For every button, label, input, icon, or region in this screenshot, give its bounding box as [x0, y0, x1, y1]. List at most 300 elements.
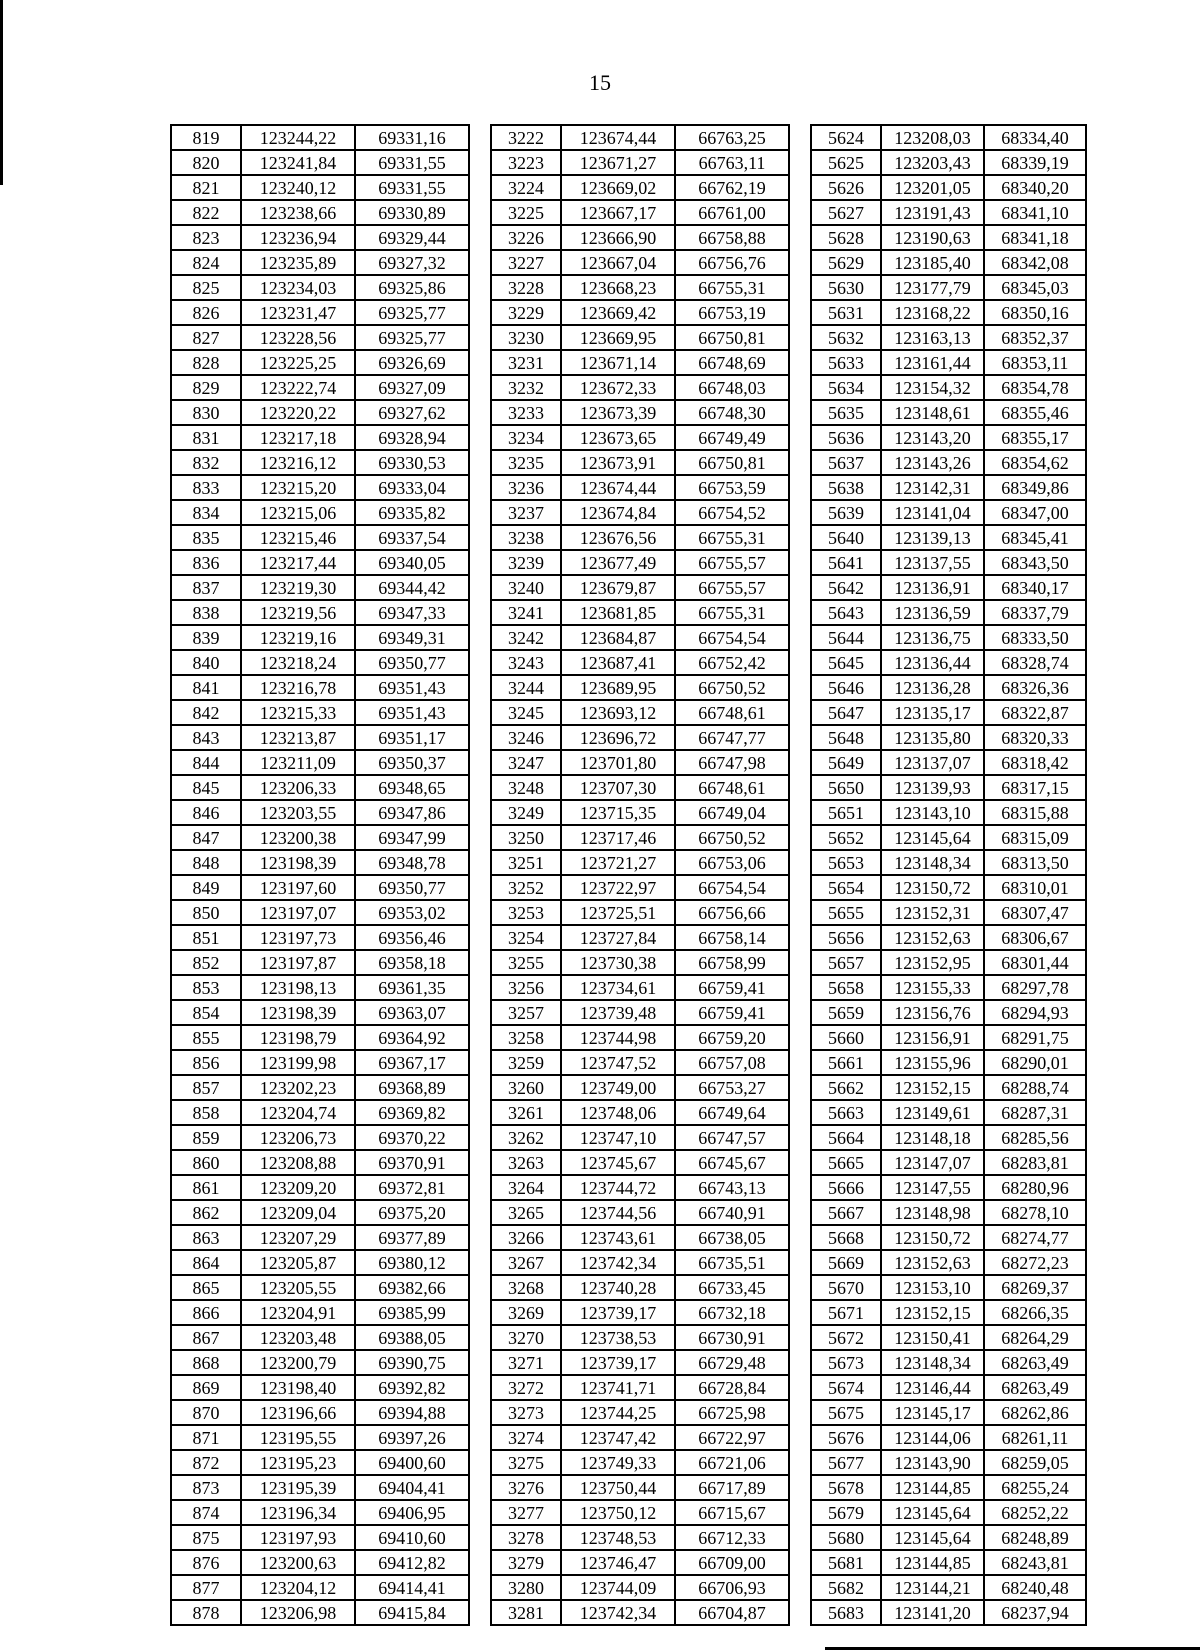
x-coordinate-cell: 123200,38	[241, 825, 355, 850]
point-number-cell: 5682	[811, 1575, 881, 1600]
column-group-gap	[469, 175, 491, 200]
point-number-cell: 3268	[491, 1275, 561, 1300]
y-coordinate-cell: 69340,05	[355, 550, 469, 575]
table-row	[171, 900, 1086, 925]
point-number-cell: 3275	[491, 1450, 561, 1475]
x-coordinate-cell: 123206,73	[241, 1125, 355, 1150]
y-coordinate-cell: 66763,25	[675, 125, 789, 150]
y-coordinate-cell: 69350,37	[355, 750, 469, 775]
y-coordinate-cell: 68349,86	[984, 475, 1086, 500]
point-number-cell: 5654	[811, 875, 881, 900]
table-row	[171, 1550, 1086, 1575]
y-coordinate-cell: 69333,04	[355, 475, 469, 500]
x-coordinate-cell: 123739,17	[561, 1350, 675, 1375]
y-coordinate-cell: 69327,62	[355, 400, 469, 425]
y-coordinate-cell: 69353,02	[355, 900, 469, 925]
x-coordinate-cell: 123144,85	[881, 1550, 984, 1575]
column-group-gap	[789, 1300, 811, 1325]
column-group-gap	[469, 925, 491, 950]
y-coordinate-cell: 66763,11	[675, 150, 789, 175]
y-coordinate-cell: 66732,18	[675, 1300, 789, 1325]
point-number-cell: 853	[171, 975, 241, 1000]
table-row	[171, 1025, 1086, 1050]
y-coordinate-cell: 66753,59	[675, 475, 789, 500]
y-coordinate-cell: 68354,78	[984, 375, 1086, 400]
x-coordinate-cell: 123746,47	[561, 1550, 675, 1575]
y-coordinate-cell: 68272,23	[984, 1250, 1086, 1275]
x-coordinate-cell: 123145,17	[881, 1400, 984, 1425]
column-group-gap	[789, 1400, 811, 1425]
y-coordinate-cell: 66754,52	[675, 500, 789, 525]
point-number-cell: 5651	[811, 800, 881, 825]
column-group-gap	[789, 1275, 811, 1300]
column-group-gap	[469, 775, 491, 800]
point-number-cell: 3256	[491, 975, 561, 1000]
column-group-gap	[789, 325, 811, 350]
x-coordinate-cell: 123696,72	[561, 725, 675, 750]
point-number-cell: 3273	[491, 1400, 561, 1425]
point-number-cell: 3238	[491, 525, 561, 550]
y-coordinate-cell: 66725,98	[675, 1400, 789, 1425]
x-coordinate-cell: 123744,25	[561, 1400, 675, 1425]
y-coordinate-cell: 66755,31	[675, 600, 789, 625]
column-group-gap	[469, 1550, 491, 1575]
table-row	[171, 675, 1086, 700]
y-coordinate-cell: 68347,00	[984, 500, 1086, 525]
x-coordinate-cell: 123198,79	[241, 1025, 355, 1050]
table-row	[171, 575, 1086, 600]
table-row	[171, 1575, 1086, 1600]
x-coordinate-cell: 123667,04	[561, 250, 675, 275]
column-group-gap	[789, 1575, 811, 1600]
x-coordinate-cell: 123148,18	[881, 1125, 984, 1150]
point-number-cell: 870	[171, 1400, 241, 1425]
y-coordinate-cell: 68313,50	[984, 850, 1086, 875]
point-number-cell: 3230	[491, 325, 561, 350]
x-coordinate-cell: 123742,34	[561, 1250, 675, 1275]
point-number-cell: 841	[171, 675, 241, 700]
y-coordinate-cell: 68340,17	[984, 575, 1086, 600]
x-coordinate-cell: 123215,33	[241, 700, 355, 725]
point-number-cell: 5680	[811, 1525, 881, 1550]
table-row	[171, 1250, 1086, 1275]
y-coordinate-cell: 68334,40	[984, 125, 1086, 150]
y-coordinate-cell: 69404,41	[355, 1475, 469, 1500]
column-group-gap	[469, 1250, 491, 1275]
y-coordinate-cell: 69330,89	[355, 200, 469, 225]
x-coordinate-cell: 123195,23	[241, 1450, 355, 1475]
x-coordinate-cell: 123142,31	[881, 475, 984, 500]
point-number-cell: 851	[171, 925, 241, 950]
y-coordinate-cell: 69388,05	[355, 1325, 469, 1350]
column-group-gap	[789, 750, 811, 775]
y-coordinate-cell: 69331,55	[355, 175, 469, 200]
x-coordinate-cell: 123136,91	[881, 575, 984, 600]
column-group-gap	[469, 1350, 491, 1375]
column-group-gap	[469, 275, 491, 300]
table-row	[171, 950, 1086, 975]
table-row	[171, 450, 1086, 475]
column-group-gap	[789, 450, 811, 475]
point-number-cell: 850	[171, 900, 241, 925]
x-coordinate-cell: 123238,66	[241, 200, 355, 225]
x-coordinate-cell: 123693,12	[561, 700, 675, 725]
column-group-gap	[789, 600, 811, 625]
y-coordinate-cell: 69370,22	[355, 1125, 469, 1150]
y-coordinate-cell: 66748,69	[675, 350, 789, 375]
column-group-gap	[469, 825, 491, 850]
x-coordinate-cell: 123136,44	[881, 650, 984, 675]
point-number-cell: 847	[171, 825, 241, 850]
point-number-cell: 862	[171, 1200, 241, 1225]
x-coordinate-cell: 123669,42	[561, 300, 675, 325]
y-coordinate-cell: 69380,12	[355, 1250, 469, 1275]
column-group-gap	[469, 1100, 491, 1125]
x-coordinate-cell: 123743,61	[561, 1225, 675, 1250]
table-row	[171, 1075, 1086, 1100]
x-coordinate-cell: 123135,80	[881, 725, 984, 750]
point-number-cell: 5630	[811, 275, 881, 300]
x-coordinate-cell: 123152,15	[881, 1300, 984, 1325]
coordinates-table-body	[171, 125, 1086, 1625]
point-number-cell: 840	[171, 650, 241, 675]
x-coordinate-cell: 123671,27	[561, 150, 675, 175]
point-number-cell: 3281	[491, 1600, 561, 1625]
y-coordinate-cell: 69350,77	[355, 650, 469, 675]
column-group-gap	[469, 425, 491, 450]
x-coordinate-cell: 123738,53	[561, 1325, 675, 1350]
x-coordinate-cell: 123139,13	[881, 525, 984, 550]
y-coordinate-cell: 69349,31	[355, 625, 469, 650]
point-number-cell: 3258	[491, 1025, 561, 1050]
y-coordinate-cell: 68291,75	[984, 1025, 1086, 1050]
column-group-gap	[789, 775, 811, 800]
table-row	[171, 550, 1086, 575]
column-group-gap	[469, 1325, 491, 1350]
table-row	[171, 475, 1086, 500]
point-number-cell: 848	[171, 850, 241, 875]
y-coordinate-cell: 68340,20	[984, 175, 1086, 200]
point-number-cell: 839	[171, 625, 241, 650]
table-row	[171, 225, 1086, 250]
column-group-gap	[469, 375, 491, 400]
y-coordinate-cell: 68240,48	[984, 1575, 1086, 1600]
column-group-gap	[789, 1000, 811, 1025]
x-coordinate-cell: 123673,91	[561, 450, 675, 475]
point-number-cell: 3233	[491, 400, 561, 425]
x-coordinate-cell: 123689,95	[561, 675, 675, 700]
y-coordinate-cell: 68264,29	[984, 1325, 1086, 1350]
y-coordinate-cell: 69400,60	[355, 1450, 469, 1475]
column-group-gap	[469, 475, 491, 500]
column-group-gap	[469, 450, 491, 475]
y-coordinate-cell: 69327,09	[355, 375, 469, 400]
table-row	[171, 600, 1086, 625]
y-coordinate-cell: 66748,03	[675, 375, 789, 400]
column-group-gap	[469, 250, 491, 275]
table-row	[171, 1450, 1086, 1475]
table-row	[171, 400, 1086, 425]
x-coordinate-cell: 123144,06	[881, 1425, 984, 1450]
point-number-cell: 5669	[811, 1250, 881, 1275]
y-coordinate-cell: 68339,19	[984, 150, 1086, 175]
column-group-gap	[789, 1375, 811, 1400]
x-coordinate-cell: 123217,44	[241, 550, 355, 575]
column-group-gap	[469, 975, 491, 1000]
point-number-cell: 3262	[491, 1125, 561, 1150]
x-coordinate-cell: 123666,90	[561, 225, 675, 250]
table-row	[171, 1050, 1086, 1075]
x-coordinate-cell: 123196,34	[241, 1500, 355, 1525]
column-group-gap	[789, 1450, 811, 1475]
point-number-cell: 834	[171, 500, 241, 525]
x-coordinate-cell: 123701,80	[561, 750, 675, 775]
point-number-cell: 820	[171, 150, 241, 175]
column-group-gap	[469, 150, 491, 175]
x-coordinate-cell: 123195,39	[241, 1475, 355, 1500]
x-coordinate-cell: 123674,84	[561, 500, 675, 525]
x-coordinate-cell: 123234,03	[241, 275, 355, 300]
point-number-cell: 3236	[491, 475, 561, 500]
point-number-cell: 829	[171, 375, 241, 400]
x-coordinate-cell: 123674,44	[561, 475, 675, 500]
table-row	[171, 325, 1086, 350]
column-group-gap	[469, 600, 491, 625]
point-number-cell: 856	[171, 1050, 241, 1075]
x-coordinate-cell: 123149,61	[881, 1100, 984, 1125]
point-number-cell: 3277	[491, 1500, 561, 1525]
y-coordinate-cell: 66722,97	[675, 1425, 789, 1450]
point-number-cell: 5637	[811, 450, 881, 475]
point-number-cell: 855	[171, 1025, 241, 1050]
point-number-cell: 3226	[491, 225, 561, 250]
point-number-cell: 3280	[491, 1575, 561, 1600]
point-number-cell: 3239	[491, 550, 561, 575]
y-coordinate-cell: 68345,41	[984, 525, 1086, 550]
column-group-gap	[789, 200, 811, 225]
x-coordinate-cell: 123155,96	[881, 1050, 984, 1075]
x-coordinate-cell: 123141,20	[881, 1600, 984, 1625]
x-coordinate-cell: 123669,02	[561, 175, 675, 200]
column-group-gap	[789, 500, 811, 525]
x-coordinate-cell: 123147,07	[881, 1150, 984, 1175]
table-row	[171, 975, 1086, 1000]
y-coordinate-cell: 66747,57	[675, 1125, 789, 1150]
x-coordinate-cell: 123141,04	[881, 500, 984, 525]
column-group-gap	[789, 875, 811, 900]
x-coordinate-cell: 123208,88	[241, 1150, 355, 1175]
point-number-cell: 3266	[491, 1225, 561, 1250]
point-number-cell: 865	[171, 1275, 241, 1300]
table-row	[171, 1225, 1086, 1250]
y-coordinate-cell: 68306,67	[984, 925, 1086, 950]
table-row	[171, 1500, 1086, 1525]
x-coordinate-cell: 123198,13	[241, 975, 355, 1000]
column-group-gap	[789, 825, 811, 850]
column-group-gap	[789, 1175, 811, 1200]
x-coordinate-cell: 123204,91	[241, 1300, 355, 1325]
x-coordinate-cell: 123161,44	[881, 350, 984, 375]
y-coordinate-cell: 69358,18	[355, 950, 469, 975]
column-group-gap	[469, 700, 491, 725]
x-coordinate-cell: 123679,87	[561, 575, 675, 600]
x-coordinate-cell: 123137,07	[881, 750, 984, 775]
point-number-cell: 5674	[811, 1375, 881, 1400]
column-group-gap	[789, 650, 811, 675]
table-row	[171, 425, 1086, 450]
column-group-gap	[789, 300, 811, 325]
point-number-cell: 5658	[811, 975, 881, 1000]
table-row	[171, 1325, 1086, 1350]
x-coordinate-cell: 123198,40	[241, 1375, 355, 1400]
x-coordinate-cell: 123137,55	[881, 550, 984, 575]
y-coordinate-cell: 66740,91	[675, 1200, 789, 1225]
table-row	[171, 1175, 1086, 1200]
column-group-gap	[789, 850, 811, 875]
y-coordinate-cell: 69392,82	[355, 1375, 469, 1400]
column-group-gap	[789, 925, 811, 950]
x-coordinate-cell: 123217,18	[241, 425, 355, 450]
column-group-gap	[789, 1050, 811, 1075]
x-coordinate-cell: 123207,29	[241, 1225, 355, 1250]
point-number-cell: 5632	[811, 325, 881, 350]
y-coordinate-cell: 69348,65	[355, 775, 469, 800]
x-coordinate-cell: 123191,43	[881, 200, 984, 225]
y-coordinate-cell: 69363,07	[355, 1000, 469, 1025]
y-coordinate-cell: 69415,84	[355, 1600, 469, 1625]
y-coordinate-cell: 69382,66	[355, 1275, 469, 1300]
x-coordinate-cell: 123143,10	[881, 800, 984, 825]
table-row	[171, 125, 1086, 150]
y-coordinate-cell: 68274,77	[984, 1225, 1086, 1250]
x-coordinate-cell: 123744,56	[561, 1200, 675, 1225]
column-group-gap	[469, 1075, 491, 1100]
x-coordinate-cell: 123156,91	[881, 1025, 984, 1050]
point-number-cell: 3250	[491, 825, 561, 850]
y-coordinate-cell: 69325,77	[355, 325, 469, 350]
table-row	[171, 350, 1086, 375]
x-coordinate-cell: 123749,33	[561, 1450, 675, 1475]
x-coordinate-cell: 123671,14	[561, 350, 675, 375]
y-coordinate-cell: 69351,43	[355, 675, 469, 700]
x-coordinate-cell: 123150,72	[881, 875, 984, 900]
y-coordinate-cell: 68294,93	[984, 1000, 1086, 1025]
point-number-cell: 822	[171, 200, 241, 225]
column-group-gap	[469, 500, 491, 525]
x-coordinate-cell: 123744,09	[561, 1575, 675, 1600]
y-coordinate-cell: 69367,17	[355, 1050, 469, 1075]
x-coordinate-cell: 123135,17	[881, 700, 984, 725]
x-coordinate-cell: 123677,49	[561, 550, 675, 575]
y-coordinate-cell: 69347,33	[355, 600, 469, 625]
y-coordinate-cell: 68283,81	[984, 1150, 1086, 1175]
x-coordinate-cell: 123150,41	[881, 1325, 984, 1350]
x-coordinate-cell: 123201,05	[881, 175, 984, 200]
point-number-cell: 5649	[811, 750, 881, 775]
y-coordinate-cell: 68328,74	[984, 650, 1086, 675]
point-number-cell: 5670	[811, 1275, 881, 1300]
x-coordinate-cell: 123156,76	[881, 1000, 984, 1025]
x-coordinate-cell: 123750,12	[561, 1500, 675, 1525]
column-group-gap	[789, 1350, 811, 1375]
point-number-cell: 3242	[491, 625, 561, 650]
y-coordinate-cell: 68315,88	[984, 800, 1086, 825]
y-coordinate-cell: 68310,01	[984, 875, 1086, 900]
point-number-cell: 5665	[811, 1150, 881, 1175]
point-number-cell: 5633	[811, 350, 881, 375]
y-coordinate-cell: 66717,89	[675, 1475, 789, 1500]
y-coordinate-cell: 68263,49	[984, 1350, 1086, 1375]
x-coordinate-cell: 123196,66	[241, 1400, 355, 1425]
table-row	[171, 825, 1086, 850]
x-coordinate-cell: 123136,59	[881, 600, 984, 625]
y-coordinate-cell: 69414,41	[355, 1575, 469, 1600]
table-row	[171, 275, 1086, 300]
point-number-cell: 5660	[811, 1025, 881, 1050]
point-number-cell: 3269	[491, 1300, 561, 1325]
y-coordinate-cell: 66759,41	[675, 975, 789, 1000]
column-group-gap	[789, 375, 811, 400]
y-coordinate-cell: 69364,92	[355, 1025, 469, 1050]
x-coordinate-cell: 123687,41	[561, 650, 675, 675]
point-number-cell: 835	[171, 525, 241, 550]
y-coordinate-cell: 69361,35	[355, 975, 469, 1000]
point-number-cell: 3231	[491, 350, 561, 375]
point-number-cell: 3254	[491, 925, 561, 950]
column-group-gap	[469, 225, 491, 250]
y-coordinate-cell: 66735,51	[675, 1250, 789, 1275]
x-coordinate-cell: 123148,61	[881, 400, 984, 425]
point-number-cell: 832	[171, 450, 241, 475]
point-number-cell: 3261	[491, 1100, 561, 1125]
y-coordinate-cell: 68355,17	[984, 425, 1086, 450]
column-group-gap	[469, 1475, 491, 1500]
point-number-cell: 871	[171, 1425, 241, 1450]
point-number-cell: 5667	[811, 1200, 881, 1225]
point-number-cell: 843	[171, 725, 241, 750]
point-number-cell: 838	[171, 600, 241, 625]
x-coordinate-cell: 123745,67	[561, 1150, 675, 1175]
table-row	[171, 1275, 1086, 1300]
x-coordinate-cell: 123205,55	[241, 1275, 355, 1300]
point-number-cell: 819	[171, 125, 241, 150]
point-number-cell: 3248	[491, 775, 561, 800]
column-group-gap	[469, 1200, 491, 1225]
y-coordinate-cell: 66749,04	[675, 800, 789, 825]
x-coordinate-cell: 123177,79	[881, 275, 984, 300]
y-coordinate-cell: 69397,26	[355, 1425, 469, 1450]
table-row	[171, 725, 1086, 750]
column-group-gap	[469, 1500, 491, 1525]
point-number-cell: 5638	[811, 475, 881, 500]
y-coordinate-cell: 68341,10	[984, 200, 1086, 225]
point-number-cell: 823	[171, 225, 241, 250]
table-row	[171, 150, 1086, 175]
point-number-cell: 867	[171, 1325, 241, 1350]
column-group-gap	[469, 650, 491, 675]
column-group-gap	[469, 400, 491, 425]
y-coordinate-cell: 69331,55	[355, 150, 469, 175]
point-number-cell: 3255	[491, 950, 561, 975]
x-coordinate-cell: 123143,90	[881, 1450, 984, 1475]
y-coordinate-cell: 66755,57	[675, 575, 789, 600]
table-row	[171, 875, 1086, 900]
x-coordinate-cell: 123725,51	[561, 900, 675, 925]
table-row	[171, 200, 1086, 225]
x-coordinate-cell: 123750,44	[561, 1475, 675, 1500]
x-coordinate-cell: 123215,20	[241, 475, 355, 500]
x-coordinate-cell: 123231,47	[241, 300, 355, 325]
